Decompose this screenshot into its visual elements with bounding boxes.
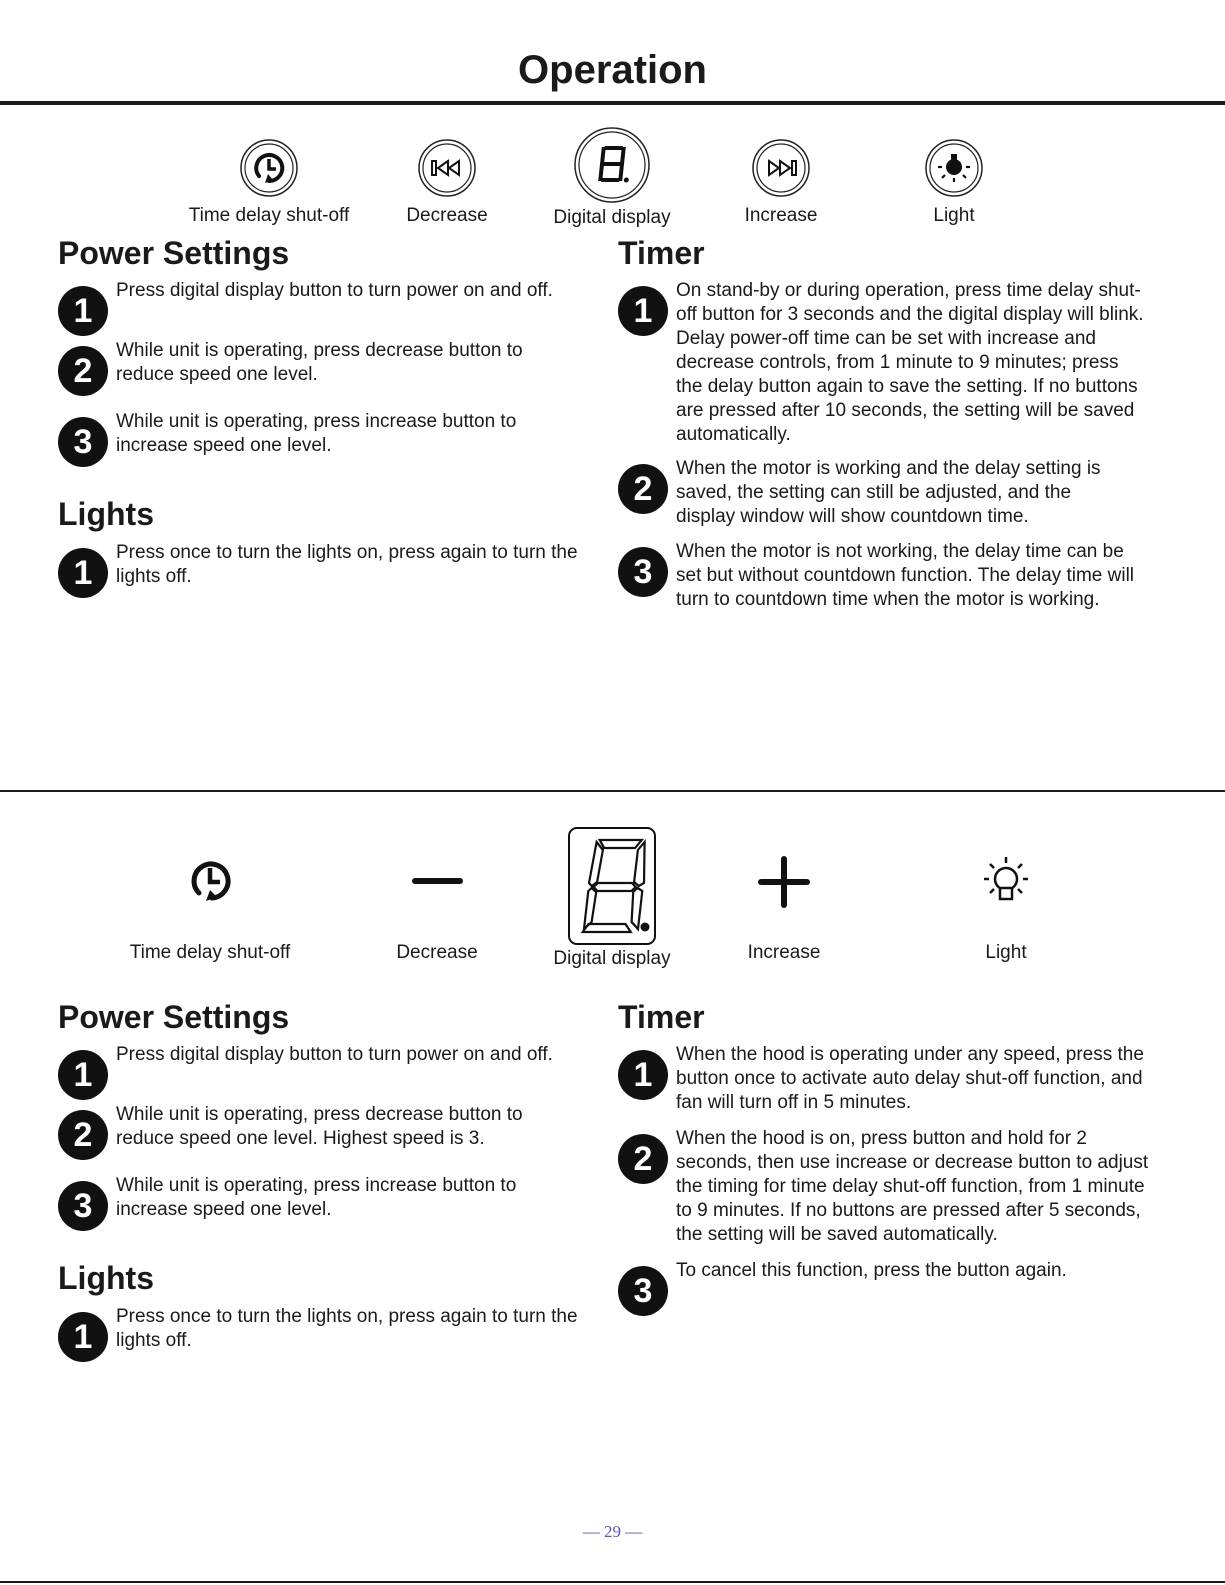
control-label: Light [985, 942, 1027, 963]
step-number-badge: 2 [618, 1134, 668, 1184]
step-text: While unit is operating, press increase button to increase speed one level. [116, 411, 517, 456]
step-text: Press once to turn the lights on, press again to turn the lights off. [116, 542, 578, 587]
clock-icon [182, 853, 238, 909]
lights-heading: Lights [58, 1260, 154, 1296]
step-number-badge: 1 [618, 1050, 668, 1100]
control-label: Time delay shut-off [188, 205, 350, 226]
step-number-badge: 1 [618, 286, 668, 336]
step-text: When the hood is on, press button and hold for 2 seconds, then use increase or decrease button to adjust the timing for time delay shut-off function, from 1 minute to 9 minutes. If no buttons are pressed after 5 seconds, the setting will be saved automatically. [676, 1128, 1149, 1245]
control-light [854, 138, 1054, 227]
step-text: While unit is operating, press decrease button to reduce speed one level. [116, 340, 523, 385]
control-label: Decrease [406, 205, 488, 226]
fast-forward-icon [751, 138, 811, 198]
step-text: When the hood is operating under any speed, press the button once to activate auto delay shut-off function, and fan will turn off in 5 minutes. [676, 1044, 1144, 1113]
step-text: Press digital display button to turn power on and off. [116, 1044, 553, 1065]
control-label: Increase [744, 205, 818, 226]
step-text: When the motor is working and the delay setting is saved, the setting can still be adjusted, and the display window will show countdown time. [676, 458, 1101, 527]
timer-heading: Timer [618, 235, 705, 271]
clock-icon [239, 138, 299, 198]
control-increase [681, 138, 881, 227]
page-title: Operation [518, 48, 707, 92]
step-number-badge: 1 [58, 1050, 108, 1100]
step-number-badge: 2 [58, 346, 108, 396]
timer-heading: Timer [618, 999, 705, 1035]
step-text: While unit is operating, press increase button to increase speed one level. [116, 1175, 517, 1220]
control-increase [684, 853, 884, 964]
bulb-icon [924, 138, 984, 198]
control-label: Light [933, 205, 975, 226]
step-number-badge: 1 [58, 1312, 108, 1362]
control-label: Digital display [553, 948, 671, 969]
control-light [906, 853, 1106, 964]
minus-icon [409, 853, 465, 909]
power-settings-heading: Power Settings [58, 999, 290, 1035]
title-divider [0, 101, 1225, 105]
section-divider [0, 790, 1225, 792]
power-settings-heading: Power Settings [58, 235, 290, 271]
step-text: Press digital display button to turn power on and off. [116, 280, 553, 301]
control-time-delay [169, 138, 369, 227]
step-number-badge: 1 [58, 286, 108, 336]
control-label: Decrease [396, 942, 478, 963]
footer-divider [0, 1581, 1225, 1583]
step-text: Press once to turn the lights on, press again to turn the lights off. [116, 1306, 578, 1351]
step-text: On stand-by or during operation, press time delay shut-off button for 3 seconds and the digital display will blink. Delay power-off time can be set with increase and decrease controls, from 1 minute to 9 minutes; press the delay button again to save the setting. If no buttons are pressed after 10 seconds, the setting will be saved automatically. [676, 280, 1144, 445]
seven-segment-icon [573, 126, 651, 204]
step-number-badge: 3 [58, 1181, 108, 1231]
control-decrease [337, 853, 537, 964]
step-number-badge: 2 [618, 464, 668, 514]
seven-segment-icon [567, 826, 657, 946]
control-time-delay [110, 853, 310, 964]
step-number-badge: 2 [58, 1110, 108, 1160]
page-number: — 29 — [582, 1522, 643, 1541]
step-text: When the motor is not working, the delay time can be set but without countdown function. The delay time will turn to countdown time when the motor is working. [676, 541, 1135, 610]
control-digital-display [512, 826, 712, 970]
step-number-badge: 3 [618, 1266, 668, 1316]
step-number-badge: 3 [58, 417, 108, 467]
step-number-badge: 3 [618, 547, 668, 597]
step-number-badge: 1 [58, 548, 108, 598]
control-label: Increase [747, 942, 821, 963]
plus-icon [756, 853, 812, 909]
rewind-icon [417, 138, 477, 198]
step-text: To cancel this function, press the button again. [676, 1260, 1067, 1281]
lights-heading: Lights [58, 496, 154, 532]
step-text: While unit is operating, press decrease button to reduce speed one level. Highest speed is 3. [116, 1104, 523, 1149]
bulb-outline-icon [978, 853, 1034, 909]
control-label: Time delay shut-off [129, 942, 291, 963]
control-label: Digital display [553, 207, 671, 228]
